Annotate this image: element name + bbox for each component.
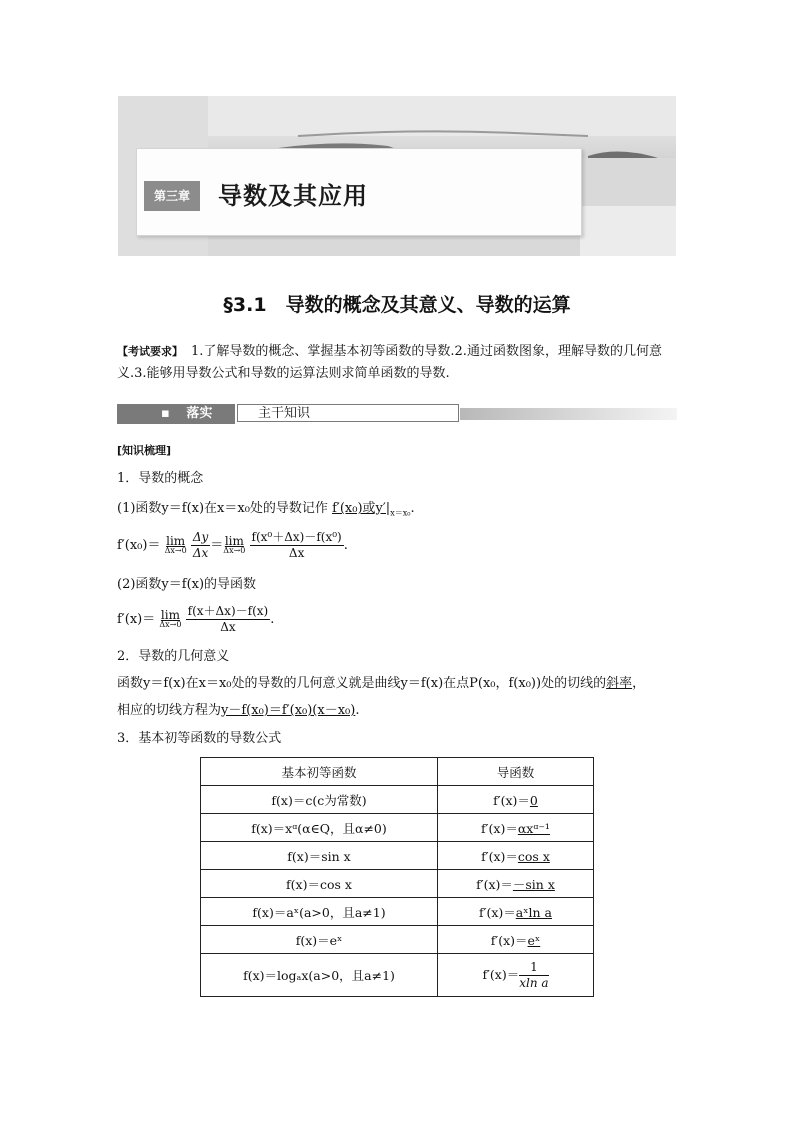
geometric-tail: ， (632, 676, 646, 691)
tangent-answer: y－f(x₀)＝f′(x₀)(x－x₀) (221, 703, 356, 718)
derivative-prefix: f′(x)＝ (482, 966, 520, 982)
derivative-prefix: f′(x)＝ (478, 904, 516, 920)
derivative-prefix: f′(x)＝ (476, 876, 513, 892)
derivative-limit-formula: f′(x₀)＝ lim Δx→0 $\frac{\Delta y}{\Delta x}$ ＝ lim Δx→0 $\frac{\text{f(x⁰＋Δx)－f(x⁰)}}{\Delta x}$ . (117, 530, 348, 560)
table-cell-derivative (438, 870, 594, 898)
frac3-numerator: f(x＋Δx)－f(x) (187, 604, 269, 618)
geometric-text: 函数y＝f(x)在x＝x₀处的导数的几何意义就是曲线y＝f(x)在点P(x₀，f(x₀))处的切线的 (117, 676, 607, 691)
tangent-text: 相应的切线方程为 (117, 703, 222, 718)
heading-derivative-concept: 1．导数的概念 (117, 471, 204, 486)
table-cell-function: f(x)＝cos x (201, 870, 438, 898)
derivative-prefix: f′(x)＝ (481, 820, 518, 836)
chapter-banner (118, 96, 676, 256)
table-cell-derivative (438, 814, 594, 842)
notation-answer: f′(x₀)或y′| (332, 501, 391, 516)
derivative-prefix: f′(x)＝ (481, 848, 518, 864)
derivative-denominator: xln a (519, 975, 549, 990)
notation-text: (1)函数y＝f(x)在x＝x₀处的导数记作 (117, 501, 328, 516)
table-cell-derivative (438, 926, 594, 954)
derivative-prefix: f′(x)＝ (490, 932, 528, 948)
tangent-tail: . (355, 703, 360, 718)
frac1-numerator: Δy (192, 530, 209, 544)
formula2-lhs: f′(x)＝ (117, 612, 156, 627)
frac2-numerator: f(x⁰＋Δx)－f(x⁰) (251, 530, 342, 544)
table-row (201, 842, 594, 870)
derivative-prefix: f′(x)＝ (493, 792, 530, 808)
lim-word: lim (166, 533, 186, 548)
table-row (201, 954, 594, 997)
chapter-number-tag: 第三章 (144, 181, 200, 211)
requirements-tag: 【考试要求】 (117, 345, 183, 358)
bar-dark-label: 落实 (186, 406, 213, 421)
requirements-text: 1.了解导数的概念、掌握基本初等函数的导数.2.通过函数图象，理解导数的几何意义.3.能够用导数公式和导数的运算法则求简单函数的导数. (117, 344, 662, 381)
lim-subscript-2: Δx→0 (223, 545, 246, 555)
exam-requirements (117, 341, 679, 385)
heading-derivative-formulas: 3．基本初等函数的导数公式 (117, 731, 282, 746)
formula1-lhs: f′(x₀)＝ (117, 538, 161, 553)
heading-geometric-meaning: 2．导数的几何意义 (117, 649, 230, 664)
table-cell-derivative (438, 842, 594, 870)
geometric-answer: 斜率 (606, 676, 633, 691)
bar-light-label: 主干知识 (237, 404, 459, 422)
derivative-answer: aˣln a (515, 904, 552, 920)
derivative-notation-line: (1)函数y＝f(x)在x＝x₀处的导数记作 f′(x₀)或$y'|_{x=x_0}$. (117, 501, 415, 518)
geometric-meaning-line (117, 675, 645, 693)
square-bullet-icon: ▪ (161, 406, 170, 421)
derived-function-formula: f′(x)＝ lim Δx→0 $\frac{f(x+\Delta x)-f(x)}{\Delta x}$ . (117, 604, 275, 634)
table-header-derivative: 导函数 (438, 758, 594, 786)
table-header-function: 基本初等函数 (201, 758, 438, 786)
derivative-answer: cos x (517, 848, 550, 864)
lim-subscript: Δx→0 (164, 545, 187, 555)
derivative-answer: αxᵅ⁻¹ (517, 820, 550, 836)
table-cell-derivative (438, 954, 594, 997)
lim-subscript-3: Δx→0 (159, 619, 182, 629)
table-cell-derivative (438, 786, 594, 814)
knowledge-tag: [知识梳理] (117, 444, 172, 457)
section-bar (117, 404, 677, 424)
frac3-denominator: Δx (220, 620, 236, 634)
derivative-answer: eˣ (527, 932, 541, 948)
tangent-line-equation (117, 702, 359, 720)
derivative-numerator: 1 (519, 960, 548, 976)
section-title: §3.1 导数的概念及其意义、导数的运算 (223, 294, 571, 316)
chapter-title: 导数及其应用 (218, 182, 368, 210)
table-cell-function: f(x)＝sin x (201, 842, 438, 870)
lim-word-2: lim (224, 533, 244, 548)
derivative-answer: 0 (529, 792, 538, 808)
table-row (201, 814, 594, 842)
table-row (201, 898, 594, 926)
notation-subscript: x＝x₀ (390, 508, 411, 518)
table-cell-function: f(x)＝aˣ(a>0，且a≠1) (201, 898, 438, 926)
derivative-answer: －sin x (512, 876, 555, 892)
derivative-formula-table (200, 757, 594, 997)
table-header-row (201, 758, 594, 786)
table-cell-function: f(x)＝xᵅ(α∈Q，且α≠0) (201, 814, 438, 842)
table-row (201, 870, 594, 898)
table-cell-function: f(x)＝logₐx(a>0，且a≠1) (201, 954, 438, 997)
table-cell-derivative (438, 898, 594, 926)
derived-function-line: (2)函数y＝f(x)的导函数 (117, 577, 257, 592)
bar-dark-segment (117, 404, 235, 424)
frac1-denominator: Δx (192, 546, 209, 560)
bar-fade (460, 408, 677, 420)
frac2-denominator: Δx (288, 546, 305, 560)
lim-word-3: lim (160, 607, 180, 622)
table-row (201, 786, 594, 814)
table-row (201, 926, 594, 954)
table-cell-function: f(x)＝c(c为常数) (201, 786, 438, 814)
table-cell-function: f(x)＝eˣ (201, 926, 438, 954)
